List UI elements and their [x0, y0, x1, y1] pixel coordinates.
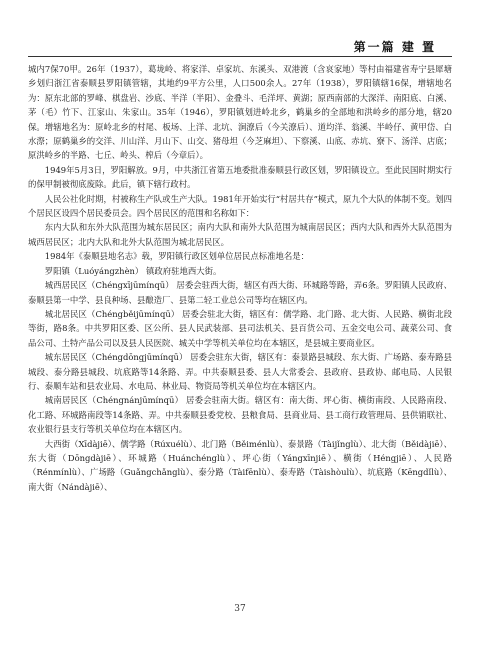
paragraph-5: 1984年《泰顺县地名志》载，罗阳镇行政区划单位居民点标准地名是： — [44, 251, 309, 262]
paragraph-2: 1949年5月3日，罗阳解放。9月，中共浙江省第五地委批准泰顺县行政区划，罗阳镇设立。至此民国时期实行的保甲制被彻底废除。此后，镇下辖行政村。 — [28, 164, 452, 190]
section-header: 第一篇 建 置 — [353, 40, 436, 54]
paragraph-10: 城南居民区（Chéngnánjūmínqū） 居委会驻南大街。辖区有：南大街、坪心街、横街南段、人民路南段、化工路、环城路南段等14条路、弄。中共泰顺县委党校、县粮食局、县商业局、县工商行政管理局、县供销联社、农业银行县支行等机关单位均在本辖区内。 — [28, 395, 452, 435]
paragraph-6: 罗阳镇（Luóyángzhèn） 镇政府驻地西大街。 — [44, 265, 222, 276]
paragraph-3: 人民公社化时期，村被称生产队或生产大队。1981年开始实行“村居共存”模式，原九个大队的体制不变。划四个居民区设四个居民委员会。四个居民区的范围和名称如下： — [28, 193, 452, 219]
paragraph-4: 东内大队和东外大队范围为城东居民区；南内大队和南外大队范围为城南居民区；西内大队和西外大队范围为城西居民区；北内大队和北外大队范围为城北居民区。 — [28, 222, 452, 247]
page-body — [28, 62, 452, 494]
paragraph-1: 城内7保70甲。26年（1937），葛垅岭、将家洋、卓家坑、东溪头、双港渡（含哀家地）等村由福建省寿宁县犀塘乡划归浙江省泰顺县罗阳镇管辖，其地约9平方公里，人口500余人。27年（1938），罗阳镇辖16保，增辖地名为：原东北部的罗峰、棋盘岩、沙底、半洋（半阳）、金叠斗、毛洋坪、黄湖；原西南部的大深洋、南阳底、白溪、茅（毛）竹下、江家山、朱家山。35年（1946），罗阳镇划进岭北乡，鹤巢乡的全部地和洪岭乡的部分地，辖20保。增辖地名为：原岭北乡的村尾、板场、上洋、北坑、涧潦后（今关潦后）、道均洋、翁溪、半岭仔、黄甲岱、白水漈；原鹤巢乡的交洋、川山洋、月山下、山交、猪母坦（今芝麻坦）、下察溪、山底、赤坑、寮下、汤洋、店底；原洪岭乡的半路、七丘、岭头、榨后（今章后）。 — [28, 64, 452, 161]
paragraph-11: 大西街（Xīdàjiē）、儒学路（Rúxuélù）、北门路（Běiménlù）、泰景路（Tàijǐnglù）、北大街（Běidàjiē）、东大街（Dōngdàjiē）、环城路（Huánchénglù）、坪心街（Yángxīnjiē）、横街（Héngjiē）、人民路（Rénmínlù）、广场路（Guǎngchǎnglù）、泰分路（Tàifēnlù）、泰寿路（Tàishòulù）、坑底路（Kēngdǐlù）、南大街（Nándàjiē）、 — [28, 438, 452, 492]
page-number: 37 — [234, 604, 246, 614]
paragraph-8: 城北居民区（Chéngběijūmínqū） 居委会驻北大街，辖区有：儒学路、北门路、北大街、人民路、横街北段等街，路8条。中共罗阳区委、区公所、县人民武装部、县司法机关、县百货公司、五金交电公司、蔬菜公司、食品公司、土特产品公司以及县人民医院、城关中学等机关单位均在本辖区，是县城主要商业区。 — [28, 308, 452, 348]
header-rule — [28, 56, 452, 57]
paragraph-9: 城东居民区（Chéngdōngjūmínqū） 居委会驻东大街，辖区有：泰景路县城段、东大街、广场路、泰寿路县城段、泰分路县城段、坑底路等14条路、弄。中共泰顺县委、县人大常委会、县政府、县政协、邮电局、人民银行、泰顺车站和县农业局、水电局、林业局、物资局等机关单位均在本辖区内。 — [28, 352, 452, 391]
paragraph-7: 城西居民区（Chéngxījūmínqū） 居委会驻西大街，辖区有西大街、环城路等路，弄6条。罗阳镇人民政府、泰顺县第一中学、县良种场、县酿造厂、县第二轻工业总公司等均在辖区内。 — [28, 280, 452, 305]
